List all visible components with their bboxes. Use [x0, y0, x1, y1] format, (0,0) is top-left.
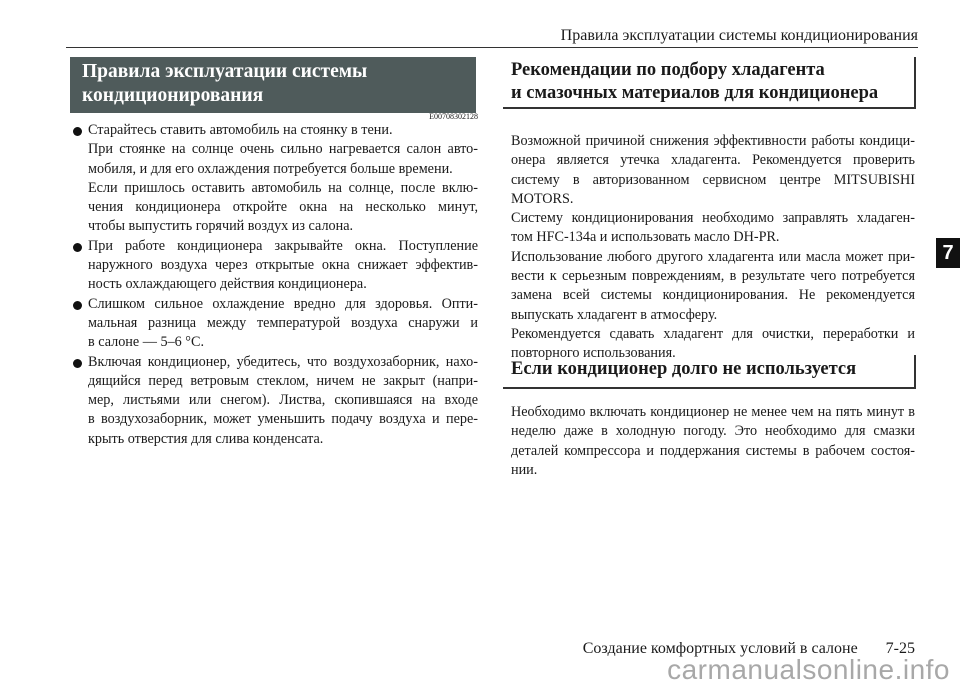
- bullet-line: Старайтесь ставить автомобиль на стоянку в тени.: [88, 121, 478, 140]
- text-line: Использование любого другого хладагента или масла может при-: [511, 248, 915, 265]
- text-line: деталей компрессора и поддержания системы в рабочем состоя-: [511, 442, 915, 459]
- bullet-list: [88, 121, 478, 449]
- text-line: мальная разница между температурой воздуха снаружи и: [88, 314, 478, 331]
- bullet-line: При работе кондиционера закрывайте окна. Поступление: [88, 237, 478, 256]
- text-line: нии.: [511, 461, 538, 478]
- watermark: carmanualsonline.info: [667, 654, 950, 685]
- text-line: чтобы выпустить горячий воздух из салона.: [88, 218, 354, 235]
- refrigerant-paragraph: [511, 132, 915, 364]
- text-line: вести к серьезным повреждениям, в результате чего потребуется: [511, 268, 915, 285]
- text-line: мобиля, и для его охлаждения потребуется больше времени.: [88, 160, 453, 177]
- header-rule: [66, 47, 918, 48]
- section-heading-long-idle: [503, 355, 916, 389]
- long-idle-paragraph: [511, 403, 915, 480]
- text-line: онера является утечка хладагента. Рекомендуется проверить: [511, 152, 915, 169]
- text-line: крыть отверстия для слива конденсата.: [88, 430, 324, 447]
- text-line: дящийся перед ветровым стеклом, ничем не закрыт (напри-: [88, 372, 478, 389]
- text-line: в салоне — 5–6 °C.: [88, 334, 204, 351]
- heading-line: Рекомендации по подбору хладагента: [511, 60, 825, 80]
- heading-line: и смазочных материалов для кондиционера: [511, 83, 879, 103]
- text-line: выпускать хладагент в атмосферу.: [511, 306, 718, 323]
- section-heading-operation-rules: [70, 57, 476, 113]
- text-line: Необходимо включать кондиционер не менее чем на пять минут в: [511, 404, 915, 420]
- text-line: MOTORS.: [511, 190, 574, 207]
- text-line: Рекомендуется сдавать хладагент для очистки, переработки и: [511, 325, 915, 342]
- page-number: 7-25: [885, 640, 915, 657]
- bullet-line: Слишком сильное охлаждение вредно для здоровья. Опти-: [88, 295, 478, 314]
- section-code: E00708302128: [429, 112, 478, 121]
- text-line: Возможной причиной снижения эффективности работы кондици-: [511, 133, 915, 149]
- chapter-tab: 7: [936, 238, 960, 268]
- text-line: Если пришлось оставить автомобиль на солнце, после вклю-: [88, 179, 478, 196]
- bullet-line: Включая кондиционер, убедитесь, что воздухозаборник, нахо-: [88, 353, 478, 372]
- heading-line: кондиционирования: [82, 85, 264, 106]
- text-line: мер, листьями или снегом). Листва, скопившаяся на входе: [88, 392, 478, 409]
- list-item: [88, 295, 478, 353]
- text-line: в воздухозаборник, может уменьшить подачу воздуха и пере-: [88, 411, 478, 428]
- footer-section: Создание комфортных условий в салоне: [582, 640, 858, 657]
- heading-line: Правила эксплуатации системы: [82, 61, 368, 82]
- text-line: Систему кондиционирования необходимо заправлять хладаген-: [511, 210, 915, 227]
- text-line: При стоянке на солнце очень сильно нагревается салон авто-: [88, 141, 478, 158]
- list-item: [88, 121, 478, 237]
- text-line: повторного использования.: [511, 345, 676, 362]
- text-line: ность охлаждающего действия кондиционера.: [88, 276, 367, 293]
- list-item: [88, 353, 478, 449]
- text-line: наружного воздуха через открытые окна снижает эффектив-: [88, 257, 478, 274]
- text-line: неделю даже в холодную погоду. Это необходимо для смазки: [511, 423, 915, 440]
- heading-line: Если кондиционер долго не используется: [511, 359, 857, 379]
- section-heading-refrigerant: [503, 57, 916, 109]
- text-line: систему в авторизованном сервисном центре MITSUBISHI: [511, 171, 915, 188]
- text-line: чения кондиционера откройте окна на несколько минут,: [88, 199, 478, 216]
- text-line: том HFC-134a и использовать масло DH-PR.: [511, 229, 780, 246]
- running-header: Правила эксплуатации системы кондиционирования: [560, 27, 918, 44]
- text-line: замена всей системы кондиционирования. Не рекомендуется: [511, 287, 915, 304]
- list-item: [88, 237, 478, 295]
